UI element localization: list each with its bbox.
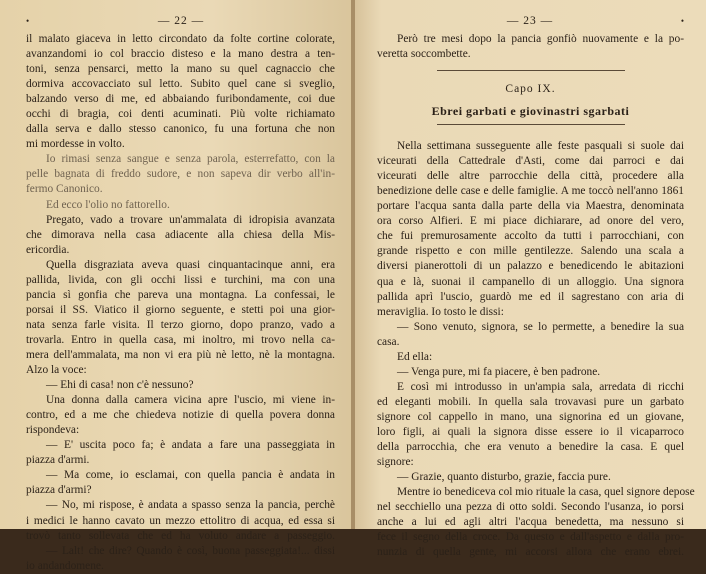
text-line: io andandomene. bbox=[26, 559, 104, 572]
text-line: mera dell'ammalata, ma non vi era più nè letto, nè la montagna. bbox=[26, 348, 335, 361]
text-line: pallida, livida, con gli occhi lissi e turchini, ma con una bbox=[26, 273, 335, 286]
text-line: trovarla. Entro in quella casa, mi inoltro, mi trovo nella ca- bbox=[26, 333, 335, 346]
text-line: Alzo la voce: bbox=[26, 364, 87, 377]
chapter-heading: Capo IX. bbox=[505, 83, 556, 96]
text-line: dormiva accovacciato sul letto. Subito quel cane si sveglio, bbox=[26, 78, 335, 91]
text-line: toni, senza pensarci, metto la mano su quel cagnaccio che bbox=[26, 63, 335, 76]
book-spine bbox=[351, 0, 355, 529]
text-line: portare l'acqua santa dalla parte della via Maestra, denominata bbox=[377, 200, 684, 213]
text-line: anche a lui ed agli altri l'acqua benedetta, ma nessuno si bbox=[377, 516, 684, 529]
text-line: Però tre mesi dopo la pancia gonfiò nuovamente e la po- bbox=[397, 33, 684, 45]
text-line: — No, mi rispose, è andata a spasso senza la pancia, perchè bbox=[46, 499, 335, 512]
right-page-text bbox=[377, 139, 695, 560]
text-line: ora corso Alfieri. E mi piace dichiarare, ad onore del vero, bbox=[377, 215, 684, 228]
text-line: benedizione delle case e delle famiglie. A me toccò nell'anno 1861 bbox=[377, 185, 684, 198]
text-line: signore col cappello in mano, una signorina ed un giovane, bbox=[377, 410, 684, 423]
text-line: Ed ella: bbox=[397, 350, 433, 363]
divider-rule bbox=[437, 124, 625, 125]
text-line: Ed ecco l'olio no fattorello. bbox=[46, 198, 170, 211]
text-line: i medici le hanno cavato un mezzo ettolitro di acqua, ed essa si bbox=[26, 514, 335, 527]
text-line: qua e là, suonai il campanello di un alloggio. Una signora bbox=[377, 275, 684, 288]
text-line: viceurati delle altre parrocchie della città, procedere alla bbox=[377, 170, 684, 183]
text-line: veretta soccombette. bbox=[377, 48, 471, 61]
text-line: — Lalt! che dire? Quando è così, buona passeggiata!... dissi bbox=[46, 544, 335, 557]
left-page bbox=[0, 0, 353, 572]
text-line: meraviglia. Io tosto le dissi: bbox=[377, 305, 504, 318]
text-line: Mentre io benediceva col mio rituale la casa, quel signore depose bbox=[397, 486, 695, 499]
text-line: balzando verso di me, ed abbaiando furibondamente, coi due bbox=[26, 93, 335, 106]
text-line: loro figli, ai quali la signora disse essere io il vicaparroco bbox=[377, 425, 684, 438]
text-line: piazza d'armi? bbox=[26, 484, 92, 497]
text-line: grande rispetto e con mille gentilezze. Salendo una scala a bbox=[377, 245, 684, 258]
text-line: piazza d'armi. bbox=[26, 454, 90, 467]
text-line: pancia sì gonfia che pareva una montagna. La confessai, le bbox=[26, 288, 335, 301]
text-line: fermo Canonico. bbox=[26, 183, 103, 196]
text-line: viceurati della Cattedrale d'Asti, come dai parroci e dai bbox=[377, 155, 684, 168]
corner-mark: • bbox=[26, 16, 30, 26]
chapter-title: Ebrei garbati e giovinastri sgarbati bbox=[431, 104, 630, 119]
text-line: E così mi introdusso in un'ampia sala, arredata di ricchi bbox=[397, 380, 684, 393]
text-line: Quella disgraziata aveva quasi cinquantacinque anni, era bbox=[46, 258, 335, 271]
text-line: rispondeva: bbox=[26, 424, 80, 437]
left-page-number: — 22 — bbox=[157, 15, 205, 27]
text-line: signore: bbox=[377, 456, 414, 469]
text-line: ed eleganti mobili. In quella sala trovavasi pure un garbato bbox=[377, 395, 684, 408]
text-line: Una donna dalla camera vicina apre l'uscio, mi viene in- bbox=[46, 394, 335, 407]
text-line: pallida aprì l'uscio, guardò me ed il sagrestano con aria di bbox=[377, 290, 684, 303]
text-line: — Ehi di casa! non c'è nessuno? bbox=[46, 379, 194, 392]
text-line: occhi di bragia, coi denti acuminati. Più volte richiamato bbox=[26, 108, 335, 121]
right-page-number: — 23 — bbox=[506, 15, 554, 27]
left-page-header bbox=[26, 14, 335, 28]
text-line: fece il segno della croce. Da questo e dall'aspetto e dalla pro- bbox=[377, 531, 684, 544]
text-line: che dimorava nella casa adiacente alla chiesa della Mis- bbox=[26, 228, 335, 241]
text-line: — Ma come, io esclamai, con quella pancia è andata in bbox=[46, 469, 335, 482]
text-line: mi mordesse in volto. bbox=[26, 138, 125, 151]
text-line: il malato giaceva in letto circondato da folte cortine colorate, bbox=[26, 33, 335, 45]
right-page-header bbox=[377, 14, 684, 28]
text-line: Pregato, vado a trovare un'ammalata di idropisia avanzata bbox=[46, 213, 335, 226]
text-line: trovò tanto sollevata che ed ha voluto andare a passeggio. bbox=[26, 529, 335, 542]
text-line: contro, ed a me che chiedeva notizie di quella povera donna bbox=[26, 409, 335, 422]
right-page bbox=[353, 0, 706, 559]
left-page-text bbox=[26, 32, 335, 574]
text-line: porsai il SS. Viatico il giorno seguente, e stetti poi una gior- bbox=[26, 303, 335, 316]
text-line: che fui premurosamente accolto da tutti i parrocchiani, con bbox=[377, 230, 684, 243]
text-line: casa. bbox=[377, 335, 400, 348]
text-line: pelle bagnata di freddo sudore, e non sapeva dir verbo all'in- bbox=[26, 168, 335, 181]
text-line: diversi pianerottoli di un palazzo e benedicendo le abitazioni bbox=[377, 260, 684, 273]
text-line: — E' uscita poco fa; è andata a fare una passeggiata in bbox=[46, 439, 335, 452]
corner-mark: • bbox=[680, 16, 684, 26]
text-line: — Grazie, quanto disturbo, grazie, faccia pure. bbox=[397, 471, 611, 484]
text-line: — Venga pure, mi fa piacere, è ben padrone. bbox=[397, 365, 601, 378]
text-line: nata senza farle visita. Il terzo giorno, dopo pranzo, vado a bbox=[26, 318, 335, 331]
text-line: nunzia di quella gente, mi accorsi allora che erano ebrei. bbox=[377, 546, 684, 559]
text-line: — Sono venuto, signora, se lo permette, a benedire la sua bbox=[397, 320, 684, 333]
text-line: Nella settimana susseguente alle feste pasquali si suole dai bbox=[397, 140, 684, 153]
divider-rule bbox=[437, 70, 625, 71]
text-line: ericordia. bbox=[26, 243, 70, 256]
text-line: dalla serva e dallo stesso canonico, fu una fortuna che non bbox=[26, 123, 335, 136]
text-line: nel secchiello una pezza di otto soldi. Secondo l'usanza, io porsi bbox=[377, 501, 684, 514]
text-line: Io rimasi senza sangue e senza parola, esterrefatto, con la bbox=[46, 153, 335, 166]
text-line: della parrocchia, che era venuto a benedire la casa. E quel bbox=[377, 441, 684, 454]
text-line: avanzandomi io col braccio disteso e la mano destra a ten- bbox=[26, 48, 335, 61]
